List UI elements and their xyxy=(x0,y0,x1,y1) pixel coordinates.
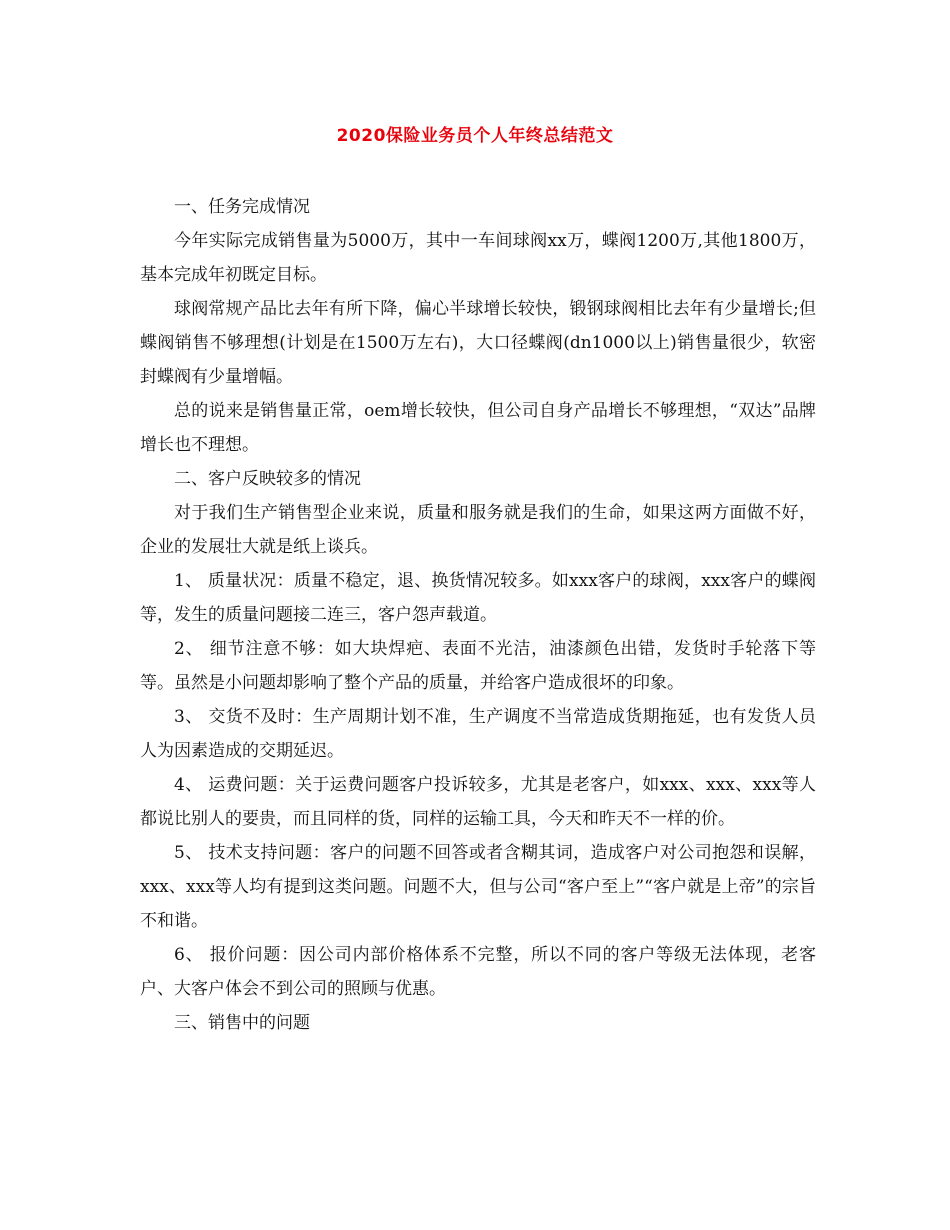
paragraph: 今年实际完成销售量为5000万，其中一车间球阀xx万，蝶阀1200万,其他1800万，基本完成年初既定目标。 xyxy=(140,231,816,285)
list-item-pricing: 6、 报价问题：因公司内部价格体系不完整，所以不同的客户等级无法体现，老客户、大客户体会不到公司的照顾与优惠。 xyxy=(140,945,816,999)
section-heading-1: 一、任务完成情况 xyxy=(174,197,310,217)
paragraph: 总的说来是销售量正常，oem增长较快，但公司自身产品增长不够理想，“双达”品牌增长也不理想。 xyxy=(140,401,816,455)
document-body xyxy=(140,190,816,1040)
list-item-details: 2、 细节注意不够：如大块焊疤、表面不光洁，油漆颜色出错，发货时手轮落下等等。虽然是小问题却影响了整个产品的质量，并给客户造成很坏的印象。 xyxy=(140,639,816,693)
section-heading-3: 三、销售中的问题 xyxy=(174,1013,310,1033)
section-heading-2: 二、客户反映较多的情况 xyxy=(174,469,361,489)
list-item-delivery: 3、 交货不及时：生产周期计划不准，生产调度不当常造成货期拖延，也有发货人员人为因素造成的交期延迟。 xyxy=(140,707,816,761)
list-item-freight: 4、 运费问题：关于运费问题客户投诉较多，尤其是老客户，如xxx、xxx、xxx等人都说比别人的要贵，而且同样的货，同样的运输工具，今天和昨天不一样的价。 xyxy=(140,775,816,829)
document-title: 2020保险业务员个人年终总结范文 xyxy=(336,126,614,146)
paragraph: 对于我们生产销售型企业来说，质量和服务就是我们的生命，如果这两方面做不好，企业的发展壮大就是纸上谈兵。 xyxy=(140,503,816,557)
list-item-tech-support: 5、 技术支持问题：客户的问题不回答或者含糊其词，造成客户对公司抱怨和误解，xxx、xxx等人均有提到这类问题。问题不大，但与公司“客户至上”“客户就是上帝”的宗旨不和谐。 xyxy=(140,843,816,931)
list-item-quality: 1、 质量状况：质量不稳定，退、换货情况较多。如xxx客户的球阀，xxx客户的蝶阀等，发生的质量问题接二连三，客户怨声载道。 xyxy=(140,571,816,625)
paragraph: 球阀常规产品比去年有所下降，偏心半球增长较快，锻钢球阀相比去年有少量增长;但蝶阀销售不够理想(计划是在1500万左右)，大口径蝶阀(dn1000以上)销售量很少，软密封蝶阀有少量增幅。 xyxy=(140,299,816,387)
